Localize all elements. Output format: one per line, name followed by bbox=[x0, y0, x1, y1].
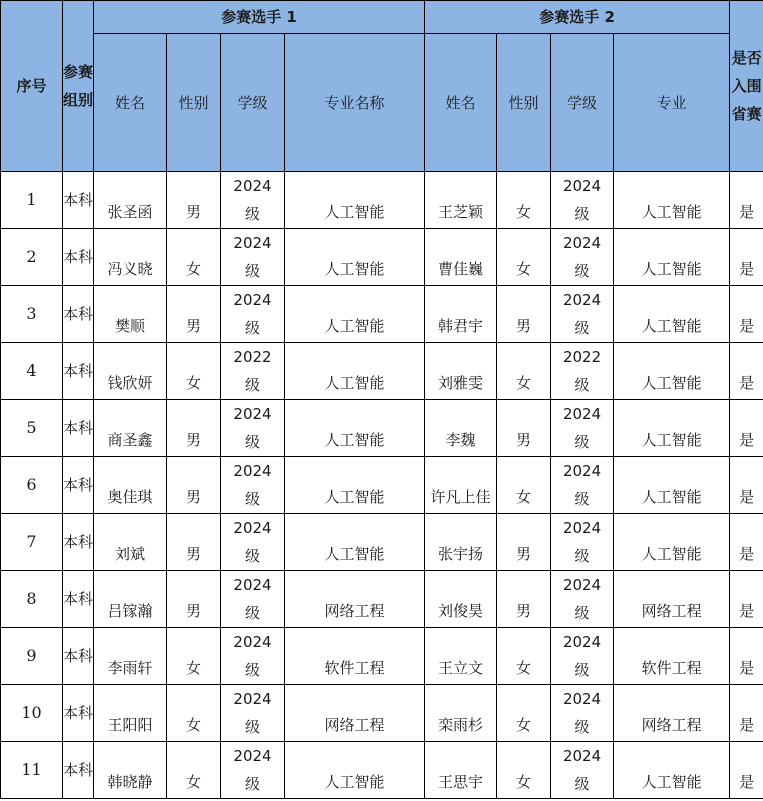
cell-group: 本科 bbox=[63, 685, 94, 742]
grade-suffix: 级 bbox=[574, 604, 590, 622]
grade-year: 2022 bbox=[562, 348, 602, 366]
cell-p2-name: 曹佳巍 bbox=[425, 229, 497, 286]
cell-p1-name: 张圣函 bbox=[94, 172, 167, 229]
cell-p2-name: 王思宇 bbox=[425, 742, 497, 799]
grade-year: 2024 bbox=[233, 633, 272, 651]
cell-p1-major: 人工智能 bbox=[285, 742, 425, 799]
cell-group: 本科 bbox=[63, 286, 94, 343]
cell-p1-major: 人工智能 bbox=[285, 514, 425, 571]
cell-p1-gender: 男 bbox=[167, 172, 221, 229]
cell-p2-gender: 女 bbox=[497, 229, 551, 286]
cell-p1-name: 商圣鑫 bbox=[94, 400, 167, 457]
cell-p2-gender: 男 bbox=[497, 286, 551, 343]
cell-p1-gender: 女 bbox=[167, 742, 221, 799]
cell-qualified: 是 bbox=[730, 172, 763, 229]
cell-seq: 7 bbox=[1, 514, 63, 571]
cell-p2-gender: 女 bbox=[497, 457, 551, 514]
grade-suffix: 级 bbox=[574, 775, 590, 793]
grade-year: 2024 bbox=[233, 234, 272, 252]
cell-p1-gender: 男 bbox=[167, 400, 221, 457]
cell-p1-major: 人工智能 bbox=[285, 286, 425, 343]
cell-p1-name: 樊顺 bbox=[94, 286, 167, 343]
header-p2-name: 姓名 bbox=[425, 34, 497, 172]
cell-qualified: 是 bbox=[730, 571, 763, 628]
table-row bbox=[1, 172, 763, 229]
cell-p2-major: 人工智能 bbox=[614, 229, 730, 286]
cell-p1-major: 人工智能 bbox=[285, 457, 425, 514]
cell-p1-name: 李雨轩 bbox=[94, 628, 167, 685]
cell-p2-grade bbox=[551, 457, 614, 514]
cell-group: 本科 bbox=[63, 343, 94, 400]
cell-p2-major: 网络工程 bbox=[614, 685, 730, 742]
cell-p1-major: 网络工程 bbox=[285, 571, 425, 628]
grade-year: 2024 bbox=[562, 633, 602, 651]
cell-p1-gender: 男 bbox=[167, 514, 221, 571]
grade-year: 2024 bbox=[562, 690, 602, 708]
table-row bbox=[1, 628, 763, 685]
grade-year: 2024 bbox=[233, 519, 272, 537]
cell-p2-grade bbox=[551, 229, 614, 286]
grade-suffix: 级 bbox=[244, 490, 260, 508]
grade-year: 2024 bbox=[233, 405, 272, 423]
table-row bbox=[1, 229, 763, 286]
header-p2-gender: 性别 bbox=[497, 34, 551, 172]
header-player2: 参赛选手 2 bbox=[425, 1, 730, 34]
cell-p2-gender: 女 bbox=[497, 685, 551, 742]
cell-group: 本科 bbox=[63, 742, 94, 799]
cell-p1-name: 奥佳琪 bbox=[94, 457, 167, 514]
cell-p1-gender: 女 bbox=[167, 229, 221, 286]
cell-p2-grade bbox=[551, 400, 614, 457]
cell-p2-major: 人工智能 bbox=[614, 400, 730, 457]
cell-p1-grade bbox=[221, 514, 285, 571]
grade-suffix: 级 bbox=[574, 433, 590, 451]
header-p1-major: 专业名称 bbox=[285, 34, 425, 172]
grade-suffix: 级 bbox=[574, 490, 590, 508]
cell-p1-grade bbox=[221, 571, 285, 628]
header-p1-grade: 学级 bbox=[221, 34, 285, 172]
cell-p1-gender: 男 bbox=[167, 457, 221, 514]
cell-p2-name: 许凡上佳 bbox=[425, 457, 497, 514]
cell-p2-gender: 男 bbox=[497, 571, 551, 628]
cell-p1-grade bbox=[221, 628, 285, 685]
grade-suffix: 级 bbox=[244, 262, 260, 280]
cell-p1-name: 韩晓静 bbox=[94, 742, 167, 799]
header-player1: 参赛选手 1 bbox=[94, 1, 425, 34]
cell-seq: 10 bbox=[1, 685, 63, 742]
cell-qualified: 是 bbox=[730, 229, 763, 286]
grade-suffix: 级 bbox=[574, 262, 590, 280]
cell-p2-grade bbox=[551, 343, 614, 400]
cell-seq: 4 bbox=[1, 343, 63, 400]
grade-suffix: 级 bbox=[244, 205, 260, 223]
grade-year: 2024 bbox=[562, 576, 602, 594]
cell-p2-name: 李魏 bbox=[425, 400, 497, 457]
table-row bbox=[1, 685, 763, 742]
grade-suffix: 级 bbox=[244, 661, 260, 679]
cell-p1-gender: 女 bbox=[167, 685, 221, 742]
cell-p2-name: 栾雨杉 bbox=[425, 685, 497, 742]
grade-suffix: 级 bbox=[574, 376, 590, 394]
cell-p2-grade bbox=[551, 685, 614, 742]
grade-year: 2024 bbox=[562, 177, 602, 195]
header-seq: 序号 bbox=[1, 1, 63, 172]
cell-seq: 9 bbox=[1, 628, 63, 685]
cell-group: 本科 bbox=[63, 457, 94, 514]
cell-p2-grade bbox=[551, 628, 614, 685]
cell-p1-grade bbox=[221, 286, 285, 343]
grade-year: 2024 bbox=[233, 462, 272, 480]
grade-suffix: 级 bbox=[244, 376, 260, 394]
grade-year: 2024 bbox=[562, 519, 602, 537]
cell-p1-major: 人工智能 bbox=[285, 229, 425, 286]
cell-p2-major: 人工智能 bbox=[614, 286, 730, 343]
header-p2-major: 专业 bbox=[614, 34, 730, 172]
cell-p1-gender: 女 bbox=[167, 628, 221, 685]
header-p2-grade: 学级 bbox=[551, 34, 614, 172]
grade-year: 2024 bbox=[233, 576, 272, 594]
cell-p2-major: 人工智能 bbox=[614, 343, 730, 400]
table-row bbox=[1, 343, 763, 400]
cell-p2-name: 张宇扬 bbox=[425, 514, 497, 571]
cell-seq: 11 bbox=[1, 742, 63, 799]
cell-qualified: 是 bbox=[730, 343, 763, 400]
cell-p2-name: 王芝颖 bbox=[425, 172, 497, 229]
cell-p2-major: 人工智能 bbox=[614, 457, 730, 514]
cell-p2-grade bbox=[551, 172, 614, 229]
grade-suffix: 级 bbox=[244, 319, 260, 337]
grade-year: 2024 bbox=[562, 291, 602, 309]
table-row bbox=[1, 286, 763, 343]
cell-group: 本科 bbox=[63, 172, 94, 229]
grade-year: 2024 bbox=[233, 177, 272, 195]
cell-p2-major: 人工智能 bbox=[614, 742, 730, 799]
header-p1-name: 姓名 bbox=[94, 34, 167, 172]
cell-p2-grade bbox=[551, 571, 614, 628]
grade-suffix: 级 bbox=[574, 661, 590, 679]
cell-p1-name: 王阳阳 bbox=[94, 685, 167, 742]
grade-suffix: 级 bbox=[574, 547, 590, 565]
cell-p2-major: 软件工程 bbox=[614, 628, 730, 685]
cell-seq: 5 bbox=[1, 400, 63, 457]
cell-qualified: 是 bbox=[730, 457, 763, 514]
cell-qualified: 是 bbox=[730, 400, 763, 457]
header-qualified: 是否入围省赛 bbox=[730, 1, 763, 172]
cell-seq: 8 bbox=[1, 571, 63, 628]
cell-p1-gender: 男 bbox=[167, 571, 221, 628]
cell-qualified: 是 bbox=[730, 514, 763, 571]
grade-suffix: 级 bbox=[244, 433, 260, 451]
grade-suffix: 级 bbox=[244, 718, 260, 736]
cell-p1-grade bbox=[221, 343, 285, 400]
cell-p1-major: 软件工程 bbox=[285, 628, 425, 685]
cell-p1-gender: 男 bbox=[167, 286, 221, 343]
cell-p1-name: 吕镓瀚 bbox=[94, 571, 167, 628]
grade-suffix: 级 bbox=[244, 547, 260, 565]
cell-seq: 1 bbox=[1, 172, 63, 229]
header-group: 参赛组别 bbox=[63, 1, 94, 172]
cell-p2-major: 网络工程 bbox=[614, 571, 730, 628]
cell-p2-grade bbox=[551, 514, 614, 571]
cell-p1-major: 网络工程 bbox=[285, 685, 425, 742]
cell-seq: 3 bbox=[1, 286, 63, 343]
table-row bbox=[1, 571, 763, 628]
cell-p1-grade bbox=[221, 457, 285, 514]
grade-suffix: 级 bbox=[244, 604, 260, 622]
table-row bbox=[1, 457, 763, 514]
cell-p1-major: 人工智能 bbox=[285, 343, 425, 400]
cell-p1-name: 刘斌 bbox=[94, 514, 167, 571]
table-row bbox=[1, 514, 763, 571]
cell-group: 本科 bbox=[63, 514, 94, 571]
cell-p1-name: 冯义晓 bbox=[94, 229, 167, 286]
grade-year: 2024 bbox=[562, 462, 602, 480]
grade-year: 2024 bbox=[233, 690, 272, 708]
grade-suffix: 级 bbox=[574, 718, 590, 736]
cell-p1-major: 人工智能 bbox=[285, 172, 425, 229]
grade-year: 2024 bbox=[562, 405, 602, 423]
grade-year: 2024 bbox=[233, 291, 272, 309]
cell-p2-grade bbox=[551, 742, 614, 799]
grade-suffix: 级 bbox=[574, 205, 590, 223]
cell-p1-grade bbox=[221, 400, 285, 457]
cell-p1-grade bbox=[221, 742, 285, 799]
cell-p1-gender: 女 bbox=[167, 343, 221, 400]
table-body bbox=[1, 172, 763, 799]
cell-p1-grade bbox=[221, 229, 285, 286]
header-p1-gender: 性别 bbox=[167, 34, 221, 172]
cell-p1-grade bbox=[221, 172, 285, 229]
cell-seq: 2 bbox=[1, 229, 63, 286]
cell-qualified: 是 bbox=[730, 286, 763, 343]
cell-p2-gender: 女 bbox=[497, 742, 551, 799]
cell-p1-name: 钱欣妍 bbox=[94, 343, 167, 400]
cell-p2-grade bbox=[551, 286, 614, 343]
cell-p2-gender: 女 bbox=[497, 628, 551, 685]
cell-p2-major: 人工智能 bbox=[614, 514, 730, 571]
cell-p1-major: 人工智能 bbox=[285, 400, 425, 457]
cell-p2-gender: 男 bbox=[497, 514, 551, 571]
cell-p2-name: 刘雅雯 bbox=[425, 343, 497, 400]
cell-p2-name: 韩君宇 bbox=[425, 286, 497, 343]
grade-year: 2024 bbox=[233, 747, 272, 765]
cell-p2-name: 刘俊昊 bbox=[425, 571, 497, 628]
grade-year: 2024 bbox=[562, 747, 602, 765]
table-row bbox=[1, 400, 763, 457]
grade-suffix: 级 bbox=[574, 319, 590, 337]
cell-p2-major: 人工智能 bbox=[614, 172, 730, 229]
cell-group: 本科 bbox=[63, 400, 94, 457]
cell-group: 本科 bbox=[63, 571, 94, 628]
grade-suffix: 级 bbox=[244, 775, 260, 793]
cell-qualified: 是 bbox=[730, 685, 763, 742]
grade-year: 2024 bbox=[562, 234, 602, 252]
cell-p2-name: 王立文 bbox=[425, 628, 497, 685]
cell-p2-gender: 男 bbox=[497, 400, 551, 457]
cell-p2-gender: 女 bbox=[497, 172, 551, 229]
cell-p2-gender: 女 bbox=[497, 343, 551, 400]
cell-seq: 6 bbox=[1, 457, 63, 514]
cell-qualified: 是 bbox=[730, 742, 763, 799]
cell-qualified: 是 bbox=[730, 628, 763, 685]
cell-group: 本科 bbox=[63, 628, 94, 685]
cell-p1-grade bbox=[221, 685, 285, 742]
grade-year: 2022 bbox=[233, 348, 272, 366]
table-row bbox=[1, 742, 763, 799]
cell-group: 本科 bbox=[63, 229, 94, 286]
